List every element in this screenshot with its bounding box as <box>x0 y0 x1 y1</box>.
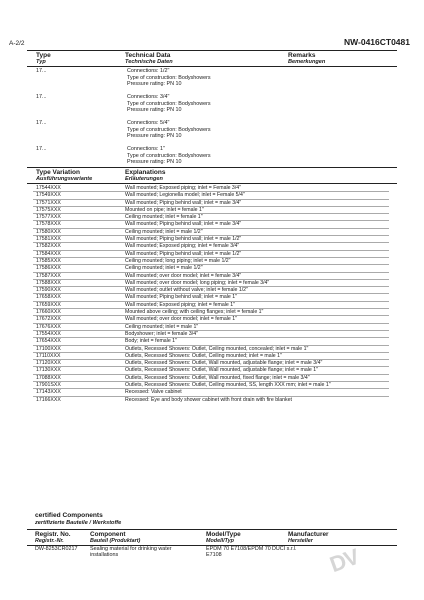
variation-code: 17110XXX <box>36 352 61 359</box>
col-model-header: Model/Type <box>206 531 241 538</box>
variation-explanation: Mounted above ceiling; with ceiling flanges; inlet = female 1" <box>125 309 264 316</box>
variation-explanation: Wall mounted; Legionella model; inlet = Female 5/4" <box>125 192 245 199</box>
col-model-sub: Modell/Typ <box>206 538 234 544</box>
page-number: A-2/2 <box>9 40 25 47</box>
col-component-header: Component <box>90 531 126 538</box>
variation-explanation: Body; inlet = female 1" <box>125 338 177 345</box>
cert-model-line2: E7108 <box>206 552 222 559</box>
variation-explanation: Mounted on pipe; inlet = female 1" <box>125 206 204 213</box>
variation-row <box>27 251 397 257</box>
variation-explanation: Outlets, Recessed Showers: Outlet, Wall mounted, adjustable flange; inlet = male 3/4" <box>125 360 323 367</box>
tech-line: Pressure rating: PN 10 <box>127 107 182 113</box>
document-id: NW-0416CT0481 <box>344 37 410 47</box>
variation-explanation: Recessed: Eye and body shower cabinet with front drain with fire blanket <box>125 396 292 403</box>
variation-rule-bottom <box>27 183 397 184</box>
variation-explanation: Ceiling mounted; inlet = female 1" <box>125 214 203 221</box>
variation-explanation: Wall mounted; Piping behind wall; inlet = male 1" <box>125 294 237 301</box>
tech-line: Connections: 3/4" <box>127 94 170 100</box>
variation-row <box>27 258 397 264</box>
type-row <box>27 94 397 120</box>
variation-explanation: Bodyshower; inlet = female 3/4" <box>125 330 198 337</box>
variation-code: 17588XXX <box>36 279 61 286</box>
variation-explanation: Wall mounted; over door model; inlet = female 1" <box>125 316 237 323</box>
variation-code: 17100XXX <box>36 345 61 352</box>
variation-row <box>27 200 397 206</box>
variation-code: 17554XXX <box>36 330 61 337</box>
header-rule-top <box>27 50 397 51</box>
variation-code: 17580XXX <box>36 228 61 235</box>
variation-code: 17590XXX <box>36 287 61 294</box>
variation-code: 17585XXX <box>36 257 61 264</box>
variation-code: 17582XXX <box>36 243 61 250</box>
tech-line: Type of construction: Bodyshowers <box>127 74 211 81</box>
col-type-header: Type <box>36 52 51 59</box>
variation-row <box>27 331 397 337</box>
variation-code: 17676XXX <box>36 323 61 330</box>
col-tech-header: Technical Data <box>125 52 171 59</box>
variation-explanation: Wall mounted; over door model; inlet = female 3/4" <box>125 272 242 279</box>
variation-explanation: Outlets, Recessed Showers: Outlet, Wall mounted, fixed flange; inlet = male 3/4" <box>125 374 310 381</box>
col-reg-sub: Registr.-Nr. <box>35 538 64 544</box>
type-code: 17... <box>36 146 47 152</box>
variation-code: 17659XXX <box>36 301 61 308</box>
variation-code: 17544XXX <box>36 185 61 191</box>
variation-row <box>27 294 397 300</box>
variations-table <box>27 185 397 403</box>
cert-manufacturer: DUCI s.r.l. <box>272 546 297 552</box>
variation-code: 17130XXX <box>36 367 61 374</box>
variation-code: 17654XXX <box>36 338 61 345</box>
variation-row <box>27 265 397 271</box>
variation-code: 17658XXX <box>36 294 61 301</box>
variation-row <box>27 236 397 242</box>
cert-rule-top <box>27 529 397 530</box>
variation-rule-top <box>27 167 397 168</box>
variation-code: 17577XXX <box>36 214 61 221</box>
tech-line: Pressure rating: PN 10 <box>127 81 182 87</box>
variation-code: 17575XXX <box>36 206 61 213</box>
type-code: 17... <box>36 68 47 74</box>
variation-explanation: Outlets, Recessed Showers: Outlet, Ceiling mounted; inlet = male 1" <box>125 352 282 359</box>
tech-line: Type of construction: Bodyshowers <box>127 100 211 107</box>
variation-row <box>27 353 397 359</box>
tech-line: Type of construction: Bodyshowers <box>127 126 211 133</box>
cert-reg-no: DW-8253CR0217 <box>35 546 78 552</box>
variation-explanation: Wall mounted; Exposed piping; inlet = Female 3/4" <box>125 185 241 191</box>
type-row <box>27 120 397 146</box>
cert-component-line2: installations <box>90 552 119 559</box>
variation-row <box>27 382 397 388</box>
col-reg-header: Registr. No. <box>35 531 71 538</box>
variation-explanation: Wall mounted; Piping behind wall; inlet = male 3/4" <box>125 221 242 228</box>
variation-code: 17088XXX <box>36 374 61 381</box>
col-tech-sub: Technische Daten <box>125 59 173 65</box>
variation-code: 17120XXX <box>36 360 61 367</box>
variation-row <box>27 338 397 344</box>
variation-explanation: Wall mounted; Piping behind wall; inlet = male 1/2" <box>125 236 242 243</box>
col-remarks-sub: Bemerkungen <box>288 59 326 65</box>
variation-row <box>27 360 397 366</box>
variation-explanation: Ceiling mounted; long piping; inlet = male 1/2" <box>125 257 231 264</box>
variation-code: 17549XXX <box>36 192 61 199</box>
variation-row <box>27 324 397 330</box>
variation-row <box>27 287 397 293</box>
variation-code: 17584XXX <box>36 250 61 257</box>
stamp-watermark: DV <box>326 543 362 578</box>
variation-row <box>27 207 397 213</box>
variation-code: 17581XXX <box>36 236 61 243</box>
variation-row <box>27 214 397 220</box>
tech-line: Pressure rating: PN 10 <box>127 159 182 165</box>
col-explanations-sub: Erläuterungen <box>125 176 163 182</box>
variation-code: 17587XXX <box>36 272 61 279</box>
variation-code: 17901SXX <box>36 382 61 389</box>
variation-row <box>27 302 397 308</box>
variation-row <box>27 273 397 279</box>
cert-model-line1: EPDM 70 E7108/EPDM 70 <box>206 546 271 552</box>
col-type-sub: Typ <box>36 59 46 65</box>
variation-row <box>27 229 397 235</box>
col-explanations-header: Explanations <box>125 169 166 176</box>
variation-code: 17672XXX <box>36 316 61 323</box>
variation-row <box>27 192 397 198</box>
variation-row <box>27 243 397 249</box>
tech-line: Type of construction: Bodyshowers <box>127 152 211 159</box>
variation-explanation: Wall mounted; Exposed piping; inlet = female 1" <box>125 301 235 308</box>
variation-row <box>27 367 397 373</box>
variation-code: 17578XXX <box>36 221 61 228</box>
variation-row <box>27 280 397 286</box>
tech-line: Connections: 1/2" <box>127 68 170 74</box>
tech-line: Connections: 5/4" <box>127 120 170 126</box>
cert-component-line1: Sealing material for drinking water <box>90 546 172 552</box>
variation-explanation: Outlets, Recessed Showers: Outlet, Ceiling mounted, SS, length XXX mm; inlet = male 1" <box>125 382 331 389</box>
variation-explanation: Ceiling mounted; inlet = male 1" <box>125 323 199 330</box>
col-component-sub: Bauteil (Produktart) <box>90 538 141 544</box>
header-rule-bottom <box>27 66 397 67</box>
col-variation-header: Type Variation <box>36 169 80 176</box>
variation-explanation: Wall mounted; Piping behind wall; inlet = male 1/2" <box>125 250 242 257</box>
types-table <box>27 68 397 172</box>
variation-explanation: Wall mounted; over door model; long piping; inlet = female 3/4" <box>125 279 270 286</box>
type-row <box>27 68 397 94</box>
variation-code: 17143XXX <box>36 389 61 396</box>
variation-explanation: Outlets, Recessed Showers: Outlet, Ceiling mounted, concealed; inlet = male 1" <box>125 345 309 352</box>
col-remarks-header: Remarks <box>288 52 316 59</box>
variation-code: 17571XXX <box>36 199 61 206</box>
variation-explanation: Ceiling mounted; inlet = male 1/2" <box>125 228 203 235</box>
variation-row <box>27 316 397 322</box>
variation-code: 17660XXX <box>36 309 61 316</box>
variation-row <box>27 221 397 227</box>
type-row <box>27 146 397 172</box>
certified-title: certified Components <box>35 512 103 519</box>
variation-explanation: Outlets, Recessed Showers: Outlet, Wall mounted, adjustable flange; inlet = male 1" <box>125 367 318 374</box>
variation-explanation: Wall mounted; Piping behind wall; inlet = male 3/4" <box>125 199 242 206</box>
variation-row <box>27 397 397 403</box>
variation-explanation: Wall mounted; outlet without valve; inlet = female 1/2" <box>125 287 248 294</box>
variation-row <box>27 185 397 191</box>
tech-line: Pressure rating: PN 10 <box>127 133 182 139</box>
variation-row <box>27 375 397 381</box>
tech-line: Connections: 1" <box>127 146 165 152</box>
variation-row <box>27 389 397 395</box>
certified-subtitle: zertifizierte Bauteile / Werkstoffe <box>35 520 122 526</box>
variation-explanation: Ceiling mounted; inlet = male 1/2" <box>125 265 203 272</box>
type-code: 17... <box>36 120 47 126</box>
variation-row <box>27 309 397 315</box>
variation-explanation: Recessed: Valve cabinet <box>125 389 182 396</box>
variation-code: 17586XXX <box>36 265 61 272</box>
col-manufacturer-sub: Hersteller <box>288 538 313 544</box>
variation-code: 17166XXX <box>36 396 61 403</box>
variation-row <box>27 346 397 352</box>
variation-explanation: Wall mounted; Exposed piping; inlet = female 3/4" <box>125 243 240 250</box>
col-variation-sub: Ausführungsvariante <box>36 176 93 182</box>
type-code: 17... <box>36 94 47 100</box>
col-manufacturer-header: Manufacturer <box>288 531 329 538</box>
